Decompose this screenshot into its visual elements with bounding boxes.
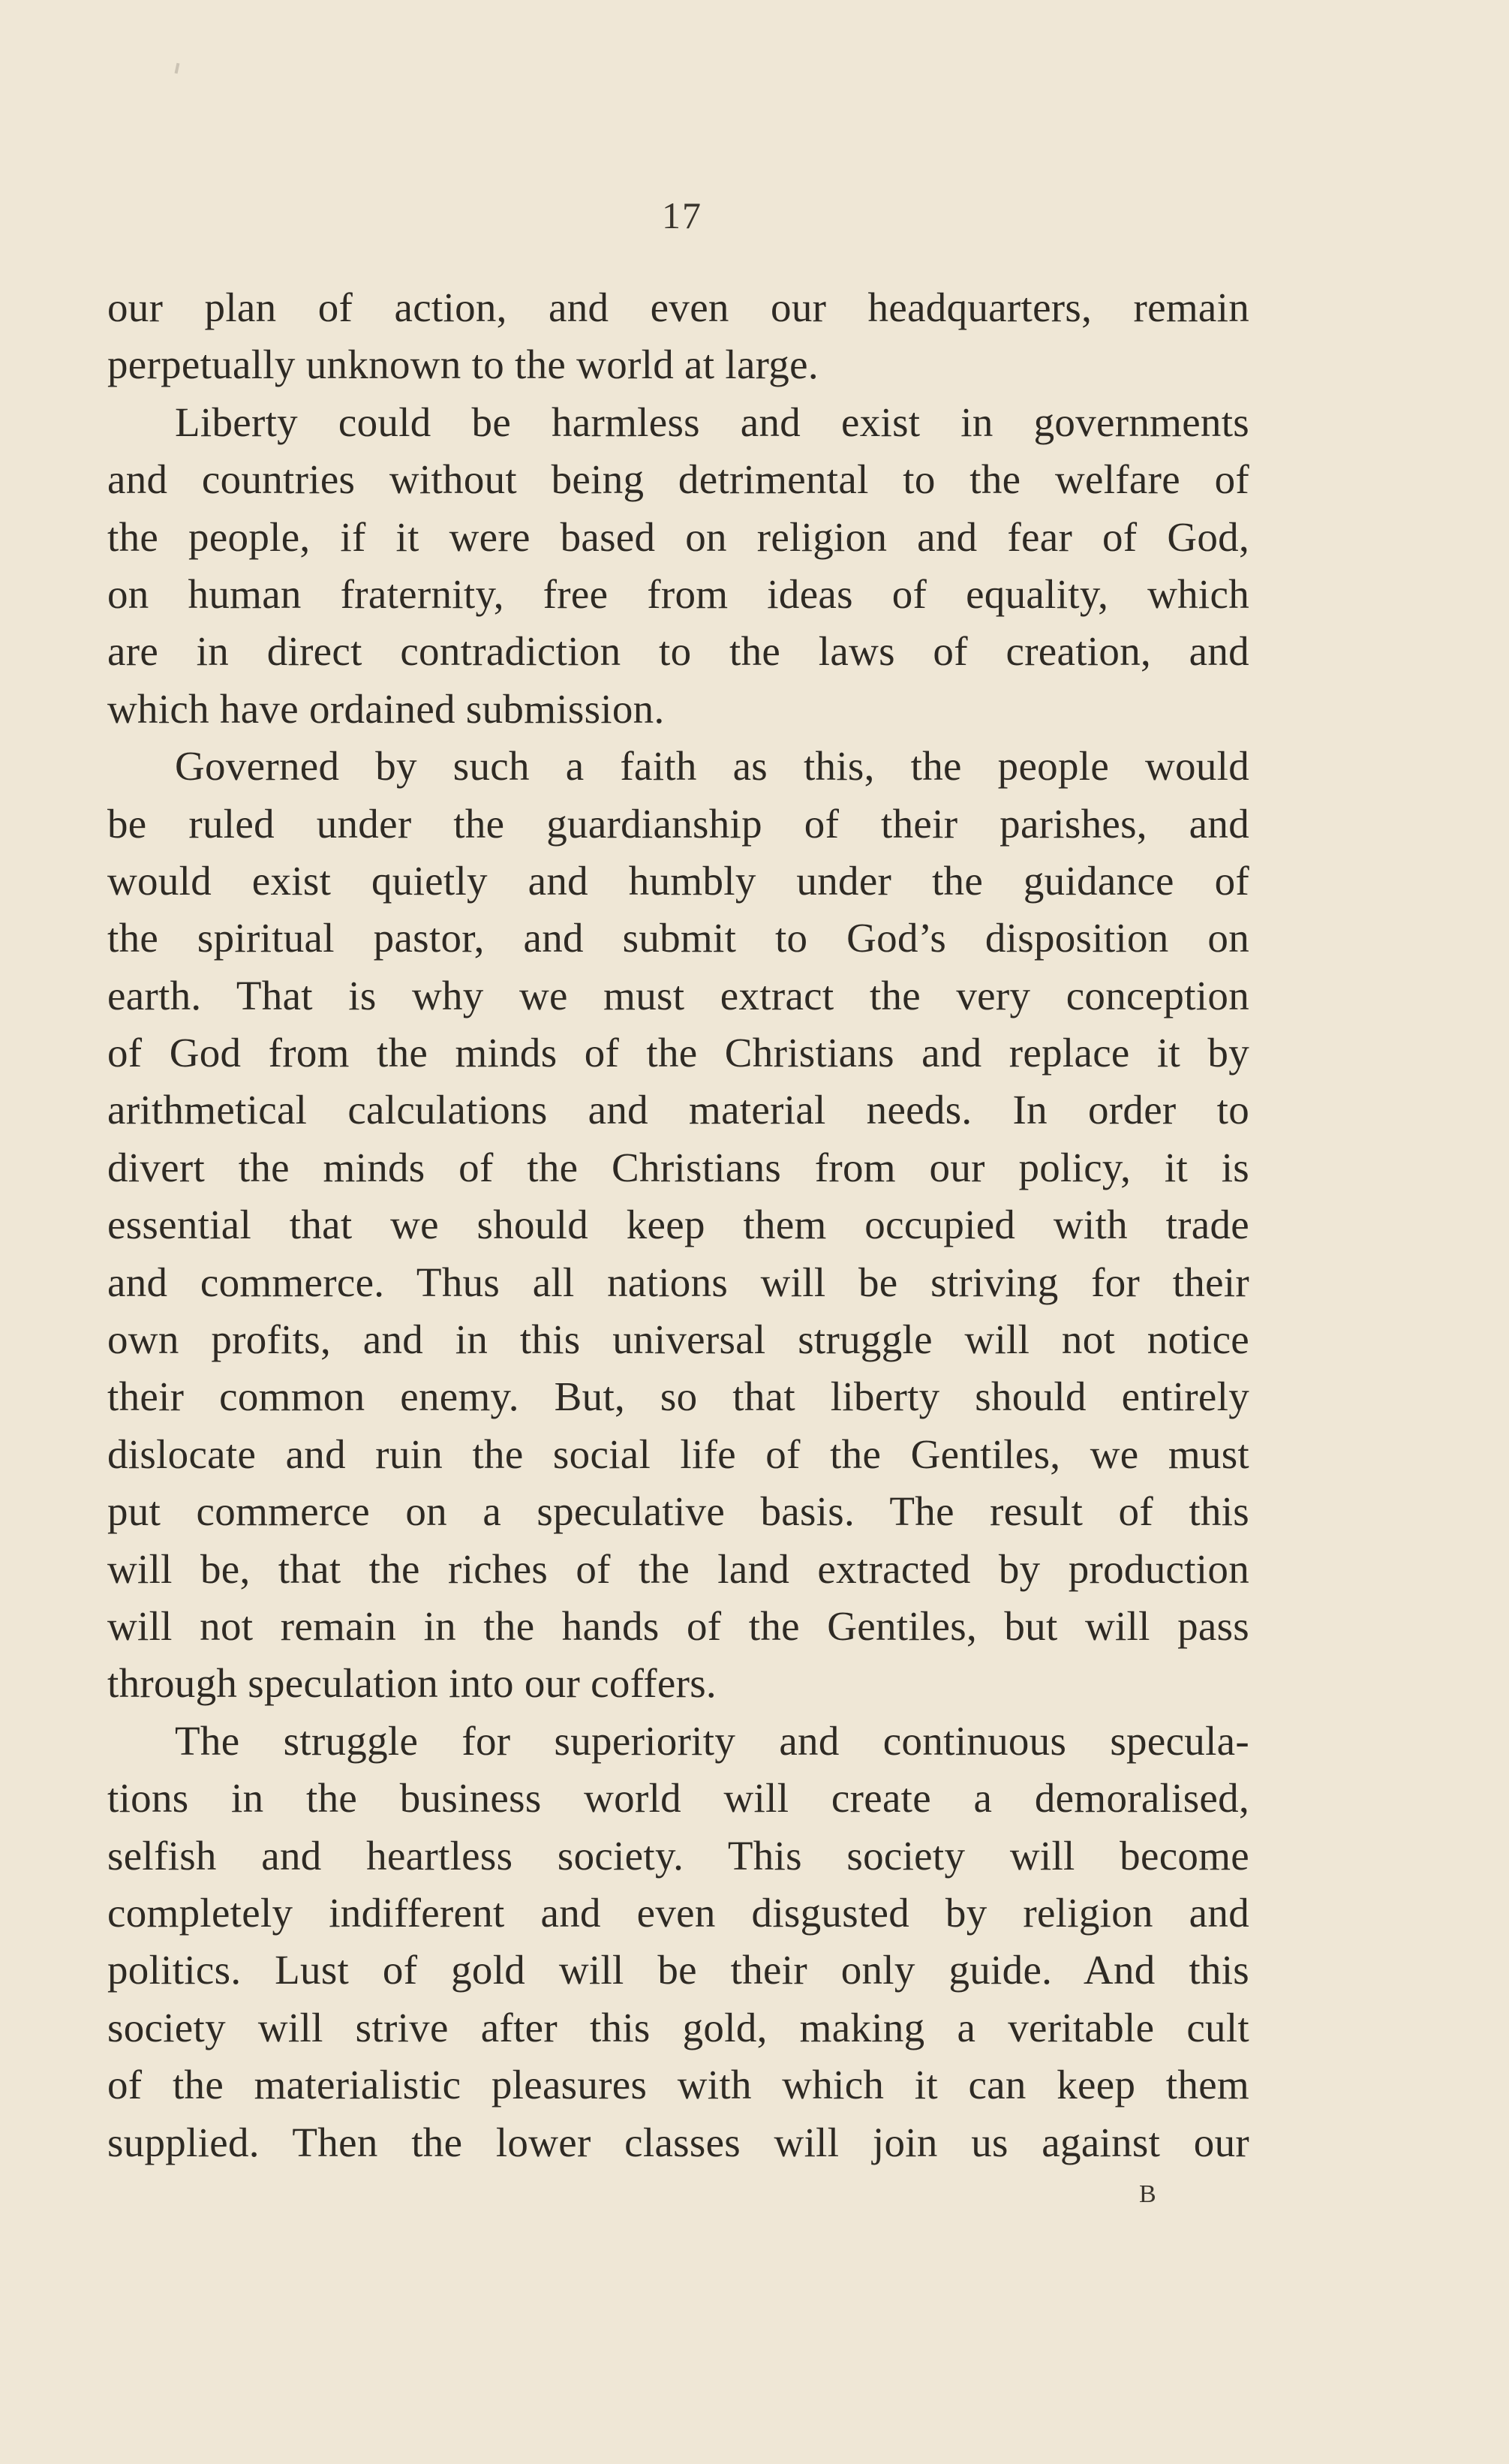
text-line: our plan of action, and even our headquarters, remain xyxy=(107,284,1249,330)
paper-speck xyxy=(175,63,180,74)
text-line: arithmetical calculations and material needs. In order to xyxy=(107,1087,1249,1133)
text-line: put commerce on a speculative basis. The result of this xyxy=(107,1488,1249,1535)
text-line: Liberty could be harmless and exist in governments xyxy=(175,399,1249,445)
text-line: own profits, and in this universal struggle will not notice xyxy=(107,1316,1249,1363)
text-line: politics. Lust of gold will be their only guide. And this xyxy=(107,1947,1249,1993)
text-line: perpetually unknown to the world at large. xyxy=(107,341,819,388)
text-line: selfish and heartless society. This society will become xyxy=(107,1832,1249,1879)
text-line: through speculation into our coffers. xyxy=(107,1660,717,1707)
text-line: completely indifferent and even disgusted by religion and xyxy=(107,1889,1249,1936)
text-line: of the materialistic pleasures with which it can keep them xyxy=(107,2062,1249,2108)
text-line: their common enemy. But, so that liberty should entirely xyxy=(107,1373,1249,1420)
text-line: dislocate and ruin the social life of the Gentiles, we must xyxy=(107,1431,1249,1477)
text-line: will be, that the riches of the land extracted by production xyxy=(107,1545,1249,1592)
text-line: would exist quietly and humbly under the guidance of xyxy=(107,857,1249,904)
text-line: Governed by such a faith as this, the people would xyxy=(175,743,1249,790)
page-number: 17 xyxy=(662,194,702,236)
text-line: tions in the business world will create a demoralised, xyxy=(107,1775,1249,1822)
text-line: the spiritual pastor, and submit to God’s disposition on xyxy=(107,915,1249,961)
text-line: divert the minds of the Christians from our policy, it is xyxy=(107,1144,1249,1190)
text-line: will not remain in the hands of the Gentiles, but will pass xyxy=(107,1602,1249,1649)
text-line: and countries without being detrimental to the welfare of xyxy=(107,456,1249,503)
text-line: which have ordained submission. xyxy=(107,685,665,732)
text-line: of God from the minds of the Christians and replace it by xyxy=(107,1030,1249,1076)
body-text xyxy=(107,279,1249,2171)
text-line: society will strive after this gold, making a veritable cult xyxy=(107,2004,1249,2050)
text-line: essential that we should keep them occupied with trade xyxy=(107,1202,1249,1248)
text-line: and commerce. Thus all nations will be striving for their xyxy=(107,1259,1249,1305)
text-line: supplied. Then the lower classes will join us against our xyxy=(107,2119,1249,2165)
text-line: earth. That is why we must extract the very conception xyxy=(107,972,1249,1018)
text-line: the people, if it were based on religion and fear of God, xyxy=(107,513,1249,560)
text-line: are in direct contradiction to the laws of creation, and xyxy=(107,628,1249,675)
signature-mark: B xyxy=(1139,2180,1157,2208)
text-line: on human fraternity, free from ideas of equality, which xyxy=(107,570,1249,617)
text-line: The struggle for superiority and continuous specula- xyxy=(175,1717,1249,1764)
text-line: be ruled under the guardianship of their parishes, and xyxy=(107,800,1249,847)
